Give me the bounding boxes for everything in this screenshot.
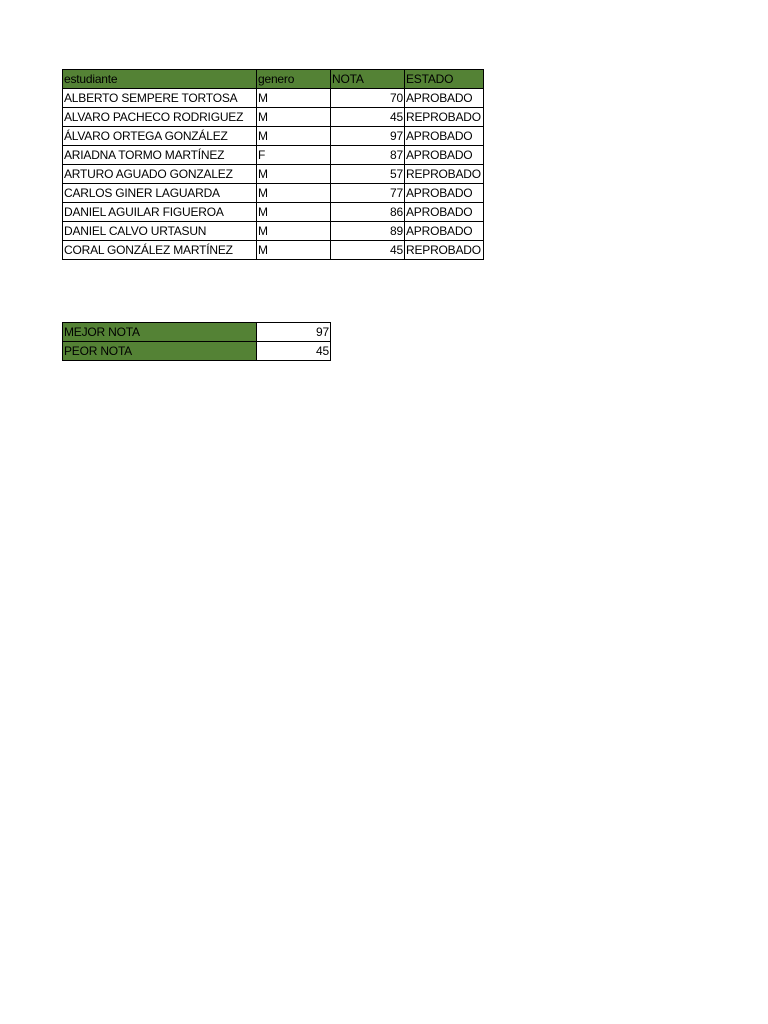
- student-grade-cell[interactable]: 45: [331, 241, 405, 260]
- student-name-cell[interactable]: DANIEL AGUILAR FIGUEROA: [63, 203, 257, 222]
- table-row: [63, 184, 484, 203]
- student-gender-cell[interactable]: M: [257, 241, 331, 260]
- student-gender-cell[interactable]: M: [257, 127, 331, 146]
- worst-grade-row: [63, 342, 331, 361]
- student-grade-cell[interactable]: 77: [331, 184, 405, 203]
- student-name-cell[interactable]: CORAL GONZÁLEZ MARTÍNEZ: [63, 241, 257, 260]
- student-grade-cell[interactable]: 45: [331, 108, 405, 127]
- student-gender-cell[interactable]: M: [257, 165, 331, 184]
- student-name-cell[interactable]: ARIADNA TORMO MARTÍNEZ: [63, 146, 257, 165]
- student-status-cell[interactable]: REPROBADO: [405, 165, 484, 184]
- student-gender-cell[interactable]: M: [257, 108, 331, 127]
- header-nota[interactable]: NOTA: [331, 70, 405, 89]
- student-name-cell[interactable]: ÁLVARO ORTEGA GONZÁLEZ: [63, 127, 257, 146]
- best-grade-label[interactable]: MEJOR NOTA: [63, 323, 257, 342]
- student-grade-cell[interactable]: 57: [331, 165, 405, 184]
- student-grade-cell[interactable]: 86: [331, 203, 405, 222]
- student-status-cell[interactable]: APROBADO: [405, 203, 484, 222]
- student-status-cell[interactable]: APROBADO: [405, 127, 484, 146]
- student-status-cell[interactable]: APROBADO: [405, 184, 484, 203]
- header-estado[interactable]: ESTADO: [405, 70, 484, 89]
- table-row: [63, 165, 484, 184]
- student-grade-cell[interactable]: 87: [331, 146, 405, 165]
- table-row: [63, 222, 484, 241]
- student-status-cell[interactable]: APROBADO: [405, 146, 484, 165]
- student-status-cell[interactable]: APROBADO: [405, 222, 484, 241]
- student-status-cell[interactable]: REPROBADO: [405, 108, 484, 127]
- students-table: [62, 69, 484, 260]
- header-row: [63, 70, 484, 89]
- best-grade-row: [63, 323, 331, 342]
- best-grade-value[interactable]: 97: [257, 323, 331, 342]
- worst-grade-value[interactable]: 45: [257, 342, 331, 361]
- worst-grade-label[interactable]: PEOR NOTA: [63, 342, 257, 361]
- student-gender-cell[interactable]: M: [257, 222, 331, 241]
- student-grade-cell[interactable]: 70: [331, 89, 405, 108]
- student-name-cell[interactable]: DANIEL CALVO URTASUN: [63, 222, 257, 241]
- students-body: [63, 89, 484, 260]
- student-name-cell[interactable]: ALBERTO SEMPERE TORTOSA: [63, 89, 257, 108]
- student-grade-cell[interactable]: 97: [331, 127, 405, 146]
- student-gender-cell[interactable]: M: [257, 184, 331, 203]
- student-gender-cell[interactable]: M: [257, 203, 331, 222]
- table-row: [63, 89, 484, 108]
- table-row: [63, 108, 484, 127]
- student-name-cell[interactable]: ARTURO AGUADO GONZALEZ: [63, 165, 257, 184]
- student-gender-cell[interactable]: F: [257, 146, 331, 165]
- student-grade-cell[interactable]: 89: [331, 222, 405, 241]
- table-row: [63, 146, 484, 165]
- student-name-cell[interactable]: CARLOS GINER LAGUARDA: [63, 184, 257, 203]
- student-status-cell[interactable]: REPROBADO: [405, 241, 484, 260]
- summary-table: [62, 322, 331, 361]
- table-row: [63, 127, 484, 146]
- table-row: [63, 241, 484, 260]
- header-estudiante[interactable]: estudiante: [63, 70, 257, 89]
- table-row: [63, 203, 484, 222]
- student-status-cell[interactable]: APROBADO: [405, 89, 484, 108]
- student-gender-cell[interactable]: M: [257, 89, 331, 108]
- student-name-cell[interactable]: ALVARO PACHECO RODRIGUEZ: [63, 108, 257, 127]
- header-genero[interactable]: genero: [257, 70, 331, 89]
